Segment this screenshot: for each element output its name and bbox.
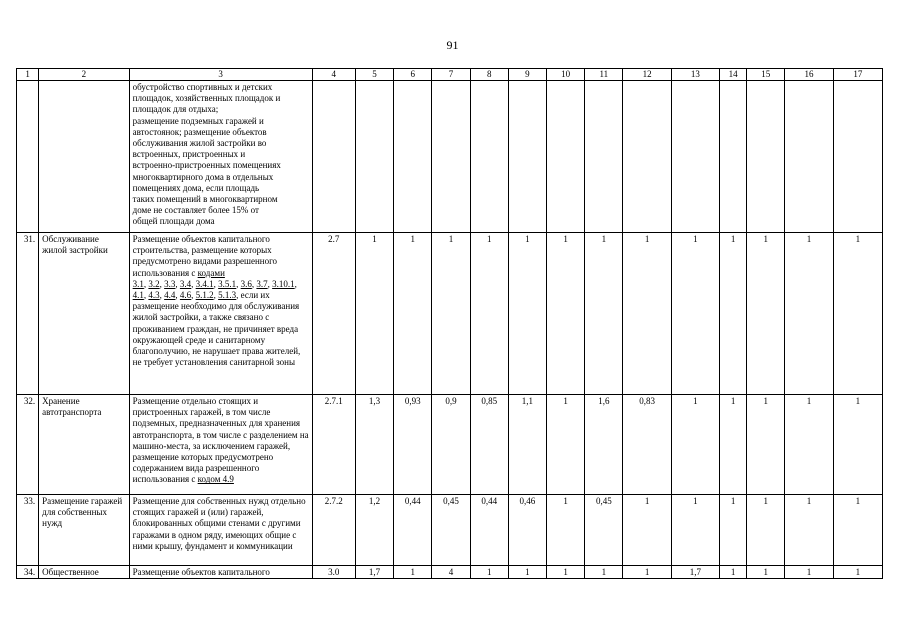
description-line: таких помещений в многоквартирном [132, 194, 278, 205]
value-cell: 1 [547, 395, 585, 495]
value-cell: 0,9 [432, 395, 470, 495]
code-link-3.6[interactable]: 3.6 [240, 278, 252, 289]
header-cell: 2 [39, 69, 130, 81]
code-link-5.1.2[interactable]: 5.1.2 [195, 290, 214, 301]
value-cell: 0,46 [508, 495, 546, 566]
value-cell: 1 [719, 233, 746, 395]
value-cell: 1 [785, 495, 833, 566]
codes-link[interactable]: кодами [197, 267, 225, 278]
description-line: площадок, хозяйственных площадок и [132, 93, 281, 104]
description-line: общей площади дома [132, 216, 215, 227]
row-description-cell: Размещение объектов капитального строительства, размещение которых предусмотрено видами разрешенного использования с кодами 3.1, 3.2, 3.3, 3.4, 3.4.1, 3.5.1, 3.6, 3.7, 3.10.1, 4.1, 4.3, 4.4, 4.6, 5.1.2, 5.1.3, если их размещение необходимо для обслуживания жилой застройки, а также связано с проживанием граждан, не причиняет вреда окружающей среде и санитарному благополучию, не нарушает права жителей, не требует установления санитарной зоны [129, 233, 312, 395]
value-cell: 0,44 [470, 495, 508, 566]
value-cell: 1,6 [585, 395, 623, 495]
value-cell: 1,3 [355, 395, 393, 495]
value-cell [671, 81, 719, 233]
header-cell: 12 [623, 69, 671, 81]
row-description-cell [129, 395, 312, 495]
table-row-31 [17, 233, 883, 395]
value-cell: 1 [671, 495, 719, 566]
header-cell: 9 [508, 69, 546, 81]
value-cell [508, 81, 546, 233]
table-row-continuation [17, 81, 883, 233]
value-cell [547, 81, 585, 233]
value-cell: 1 [623, 566, 671, 579]
header-cell: 13 [671, 69, 719, 81]
value-cell [585, 81, 623, 233]
row-number-cell: 34. [17, 566, 39, 579]
code-link-3.10.1[interactable]: 3.10.1 [272, 278, 295, 289]
value-cell: 3.0 [312, 566, 355, 579]
code-link-4.4[interactable]: 4.4 [164, 290, 176, 301]
row-number-cell [17, 81, 39, 233]
value-cell: 1 [719, 566, 746, 579]
table-row-33 [17, 495, 883, 566]
value-cell [747, 81, 785, 233]
value-cell: 1 [623, 233, 671, 395]
table-row-34 [17, 566, 883, 579]
value-cell: 1 [833, 566, 882, 579]
row-description-cell [129, 81, 312, 233]
value-cell: 1 [585, 566, 623, 579]
value-cell: 1 [747, 566, 785, 579]
header-cell: 15 [747, 69, 785, 81]
value-cell: 1 [585, 233, 623, 395]
header-cell: 7 [432, 69, 470, 81]
value-cell: 1 [719, 395, 746, 495]
value-cell: 2.7.2 [312, 495, 355, 566]
description-line: доме не составляет более 15% от [132, 205, 259, 216]
row-description-cell: Размещение объектов капитального [129, 566, 312, 579]
description-line: помещениях дома, если площадь [132, 182, 260, 193]
header-cell: 3 [129, 69, 312, 81]
header-cell: 4 [312, 69, 355, 81]
value-cell: 1,1 [508, 395, 546, 495]
description-line: встроенных, пристроенных и [132, 149, 246, 160]
value-cell: 1 [833, 495, 882, 566]
description-line: встроенно-пристроенных помещениях [132, 160, 281, 171]
code-link-4.3[interactable]: 4.3 [148, 290, 160, 301]
row-name-cell [39, 81, 130, 233]
description-text: Размещение объектов капитального строительства, размещение которых предусмотрено видами разрешенного использования с [132, 234, 278, 278]
header-cell: 14 [719, 69, 746, 81]
description-line: обустройство спортивных и детских [132, 82, 273, 92]
value-cell: 1 [671, 233, 719, 395]
value-cell: 1 [785, 395, 833, 495]
value-cell [785, 81, 833, 233]
code-link-4.6[interactable]: 4.6 [179, 290, 192, 301]
value-cell: 1 [833, 395, 882, 495]
value-cell: 4 [432, 566, 470, 579]
row-number-cell: 31. [17, 233, 39, 395]
code-link-3.4.1[interactable]: 3.4.1 [195, 278, 214, 289]
code-link-4.9[interactable]: кодом 4.9 [197, 474, 234, 485]
description-line: размещение подземных гаражей и [132, 115, 264, 126]
value-cell: 1 [394, 566, 432, 579]
page-number: 91 [446, 38, 459, 52]
value-cell [312, 81, 355, 233]
value-cell: 1 [394, 233, 432, 395]
value-cell: 1 [785, 233, 833, 395]
value-cell: 1 [432, 233, 470, 395]
description-text: если их размещение необходимо для обслуживания жилой застройки, а также связано с проживанием граждан, не причиняет вреда окружающей среде и санитарному благополучию, не нарушает права жителей, не требует установления санитарной зоны [132, 290, 301, 368]
value-cell [719, 81, 746, 233]
code-link-3.3[interactable]: 3.3 [164, 278, 176, 289]
header-row [17, 69, 883, 81]
description-text: Размещение отдельно стоящих и пристроенных гаражей, в том числе подземных, предназначенных для хранения автотранспорта, в том числе с разделением на машино-места, за исключением гаражей, размещение которых предусмотрено содержанием вида разрешенного использования с [132, 396, 309, 485]
row-number-cell: 32. [17, 395, 39, 495]
row-description-cell: Размещение для собственных нужд отдельно стоящих гаражей и (или) гаражей, блокированных общими стенами с другими гаражами в одном ряду, имеющих общие с ними крышу, фундамент и коммуникации [129, 495, 312, 566]
code-link-5.1.3[interactable]: 5.1.3 [218, 290, 237, 301]
value-cell: 2.7 [312, 233, 355, 395]
value-cell: 1,2 [355, 495, 393, 566]
value-cell: 1 [470, 233, 508, 395]
value-cell: 0,44 [394, 495, 432, 566]
header-cell: 1 [17, 69, 39, 81]
land-use-table [16, 68, 883, 579]
row-number-cell: 33. [17, 495, 39, 566]
header-cell: 10 [547, 69, 585, 81]
value-cell [470, 81, 508, 233]
value-cell: 1 [719, 495, 746, 566]
table-row-32 [17, 395, 883, 495]
value-cell: 1 [671, 395, 719, 495]
code-link-4.1[interactable]: 4.1 [132, 290, 144, 301]
header-cell: 6 [394, 69, 432, 81]
value-cell [355, 81, 393, 233]
value-cell: 0,45 [585, 495, 623, 566]
value-cell [623, 81, 671, 233]
description-line: обслуживания жилой застройки во [132, 138, 267, 149]
value-cell: 2.7.1 [312, 395, 355, 495]
header-cell: 16 [785, 69, 833, 81]
value-cell: 1 [747, 395, 785, 495]
value-cell: 1 [508, 566, 546, 579]
description-line: площадок для отдыха; [132, 104, 219, 115]
value-cell: 0,83 [623, 395, 671, 495]
header-cell: 8 [470, 69, 508, 81]
value-cell: 1 [833, 233, 882, 395]
value-cell: 1 [623, 495, 671, 566]
value-cell [432, 81, 470, 233]
row-name-cell: Обслуживание жилой застройки [39, 233, 130, 395]
description-line: многоквартирного дома в отдельных [132, 171, 274, 182]
row-name-cell: Размещение гаражей для собственных нужд [39, 495, 130, 566]
value-cell: 0,45 [432, 495, 470, 566]
header-cell: 11 [585, 69, 623, 81]
code-link-3.5.1[interactable]: 3.5.1 [218, 278, 237, 289]
code-link-3.7[interactable]: 3.7 [256, 278, 268, 289]
value-cell: 1 [747, 233, 785, 395]
code-link-3.1[interactable]: 3.1 [132, 278, 144, 289]
value-cell [833, 81, 882, 233]
value-cell: 1,7 [355, 566, 393, 579]
value-cell: 0,85 [470, 395, 508, 495]
value-cell: 1 [355, 233, 393, 395]
value-cell: 1 [547, 233, 585, 395]
row-name-cell: Хранение автотранспорта [39, 395, 130, 495]
header-cell: 5 [355, 69, 393, 81]
description-line: автостоянок; размещение объектов [132, 126, 267, 137]
value-cell: 1 [785, 566, 833, 579]
value-cell: 1 [747, 495, 785, 566]
code-link-3.2[interactable]: 3.2 [148, 278, 160, 289]
header-cell: 17 [833, 69, 882, 81]
value-cell: 1 [470, 566, 508, 579]
value-cell: 1 [547, 495, 585, 566]
row-name-cell: Общественное [39, 566, 130, 579]
value-cell [394, 81, 432, 233]
value-cell: 0,93 [394, 395, 432, 495]
value-cell: 1 [508, 233, 546, 395]
value-cell: 1 [547, 566, 585, 579]
value-cell: 1,7 [671, 566, 719, 579]
code-link-3.4[interactable]: 3.4 [179, 278, 192, 289]
